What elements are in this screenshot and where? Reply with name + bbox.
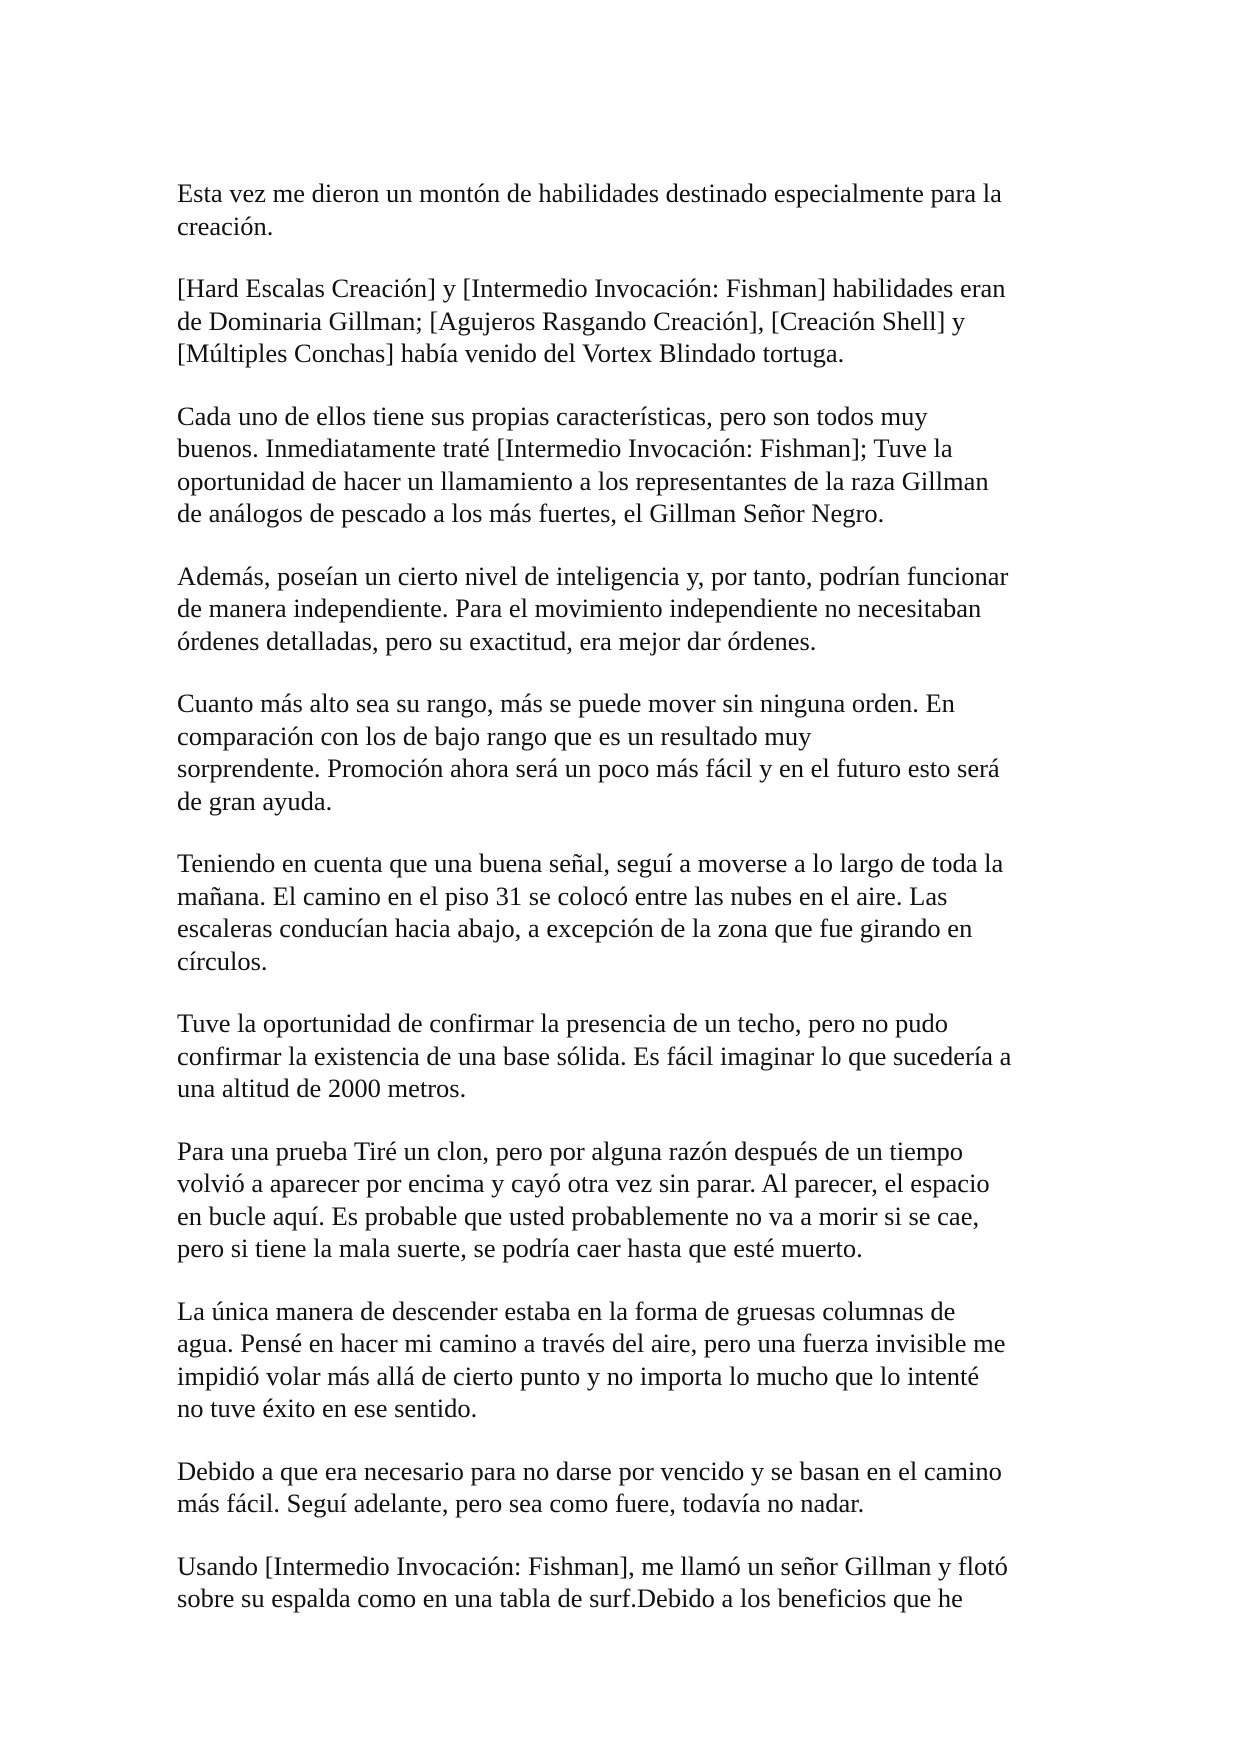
- text-line: Tuve la oportunidad de confirmar la presencia de un techo, pero no pudo: [177, 1008, 948, 1038]
- paragraph-6: [177, 847, 1082, 977]
- text-line: Cuanto más alto sea su rango, más se puede mover sin ninguna orden. En: [177, 688, 955, 718]
- text-line: buenos. Inmediatamente traté [Intermedio Invocación: Fishman]; Tuve la: [177, 433, 953, 463]
- text-line: de análogos de pescado a los más fuertes, el Gillman Señor Negro.: [177, 498, 885, 528]
- text-line: Debido a que era necesario para no darse por vencido y se basan en el camino: [177, 1455, 1002, 1486]
- text-line: órdenes detalladas, pero su exactitud, era mejor dar órdenes.: [177, 625, 817, 656]
- text-line: Usando [Intermedio Invocación: Fishman], me llamó un señor Gillman y flotó: [177, 1550, 1008, 1581]
- text-line: oportunidad de hacer un llamamiento a los representantes de la raza Gillman: [177, 465, 989, 496]
- document-page: [177, 177, 1082, 1645]
- text-line: de manera independiente. Para el movimiento independiente no necesitaban: [177, 593, 982, 623]
- paragraph-2: [177, 272, 1082, 370]
- paragraph-9: [177, 1295, 1082, 1425]
- text-line: comparación con los de bajo rango que es un resultado muy: [177, 720, 812, 751]
- text-line: sorprendente. Promoción ahora será un poco más fácil y en el futuro esto será: [177, 753, 1000, 783]
- text-line: confirmar la existencia de una base sólida. Es fácil imaginar lo que sucedería a: [177, 1040, 1012, 1071]
- text-line: sobre su espalda como en una tabla de surf.Debido a los beneficios que he: [177, 1583, 963, 1613]
- text-line: Además, poseían un cierto nivel de inteligencia y, por tanto, podrían funcionar: [177, 560, 1009, 591]
- paragraph-1: [177, 177, 1082, 242]
- paragraph-3: [177, 400, 1082, 530]
- text-line: en bucle aquí. Es probable que usted probablemente no va a morir si se cae,: [177, 1200, 980, 1231]
- text-line: mañana. El camino en el piso 31 se colocó entre las nubes en el aire. Las: [177, 880, 948, 911]
- text-line: impidió volar más allá de cierto punto y no importa lo mucho que lo intenté: [177, 1360, 980, 1391]
- paragraph-5: [177, 687, 1082, 817]
- text-line: Para una prueba Tiré un clon, pero por alguna razón después de un tiempo: [177, 1135, 963, 1166]
- text-line: pero si tiene la mala suerte, se podría caer hasta que esté muerto.: [177, 1233, 863, 1263]
- text-line: de gran ayuda.: [177, 785, 333, 816]
- text-line: creación.: [177, 210, 274, 241]
- paragraph-10: [177, 1455, 1082, 1520]
- text-line: volvió a aparecer por encima y cayó otra vez sin parar. Al parecer, el espacio: [177, 1168, 990, 1198]
- text-line: Esta vez me dieron un montón de habilidades destinado especialmente para la: [177, 178, 1002, 208]
- text-line: [Hard Escalas Creación] y [Intermedio Invocación: Fishman] habilidades eran: [177, 273, 1006, 303]
- text-line: no tuve éxito en ese sentido.: [177, 1393, 478, 1423]
- text-line: La única manera de descender estaba en la forma de gruesas columnas de: [177, 1295, 956, 1326]
- text-line: círculos.: [177, 945, 268, 976]
- text-line: Cada uno de ellos tiene sus propias características, pero son todos muy: [177, 400, 928, 431]
- paragraph-11: [177, 1550, 1082, 1615]
- text-line: agua. Pensé en hacer mi camino a través del aire, pero una fuerza invisible me: [177, 1328, 1006, 1358]
- text-line: escaleras conducían hacia abajo, a excepción de la zona que fue girando en: [177, 913, 973, 943]
- text-line: de Dominaria Gillman; [Agujeros Rasgando Creación], [Creación Shell] y: [177, 305, 966, 336]
- text-line: una altitud de 2000 metros.: [177, 1073, 467, 1103]
- text-line: más fácil. Seguí adelante, pero sea como fuere, todavía no nadar.: [177, 1488, 865, 1518]
- paragraph-7: [177, 1007, 1082, 1105]
- paragraph-8: [177, 1135, 1082, 1265]
- text-line: Teniendo en cuenta que una buena señal, seguí a moverse a lo largo de toda la: [177, 848, 1004, 878]
- paragraph-4: [177, 560, 1082, 658]
- text-line: [Múltiples Conchas] había venido del Vortex Blindado tortuga.: [177, 338, 845, 368]
